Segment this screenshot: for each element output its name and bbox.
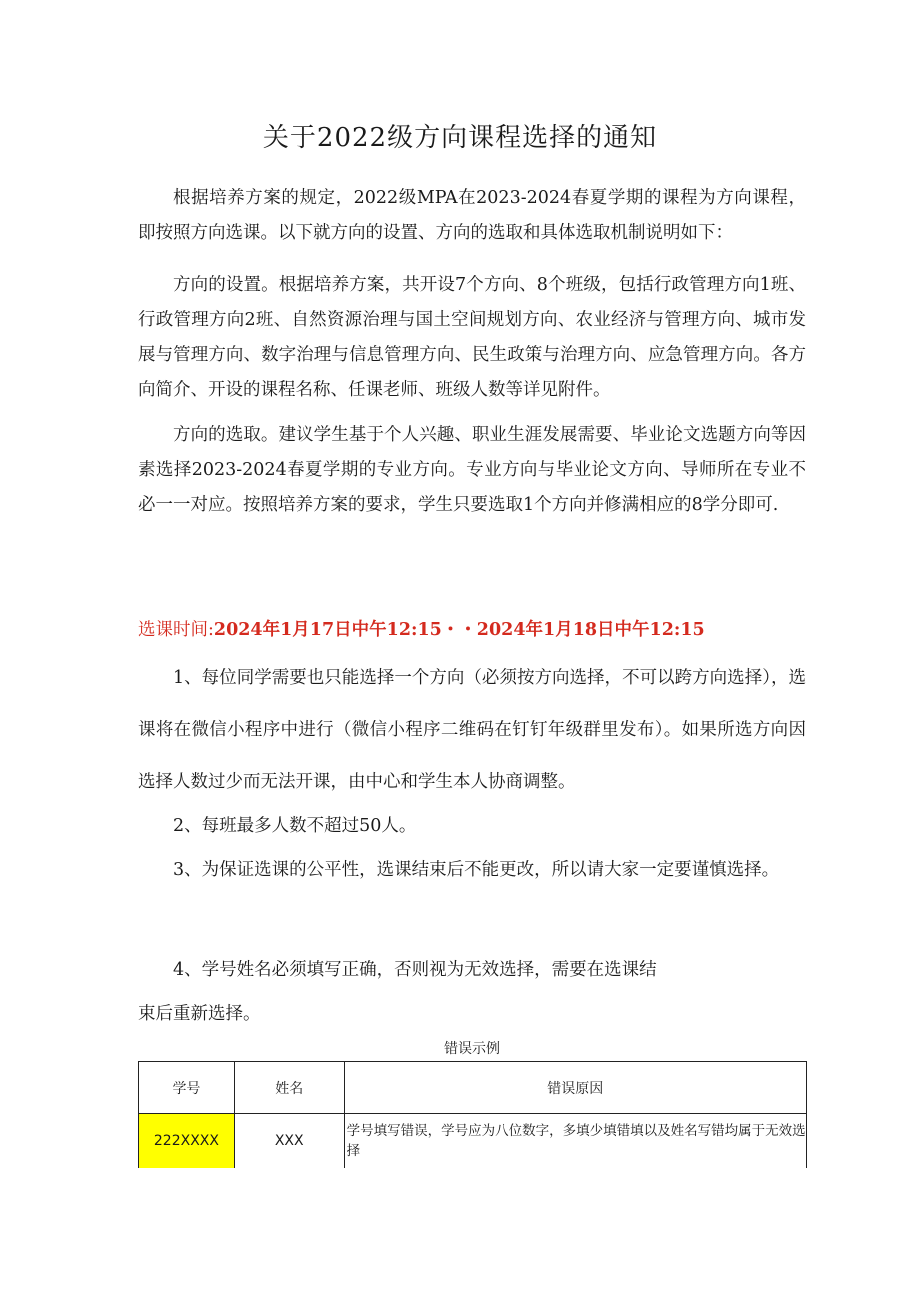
error-table-caption: 错误示例 — [444, 1041, 500, 1057]
selection-time-label: 选课时间: — [138, 620, 214, 640]
selection-time-value: 2024年1月17日中午12:15・・2024年1月18日中午12:15 — [213, 620, 705, 640]
rule-3: 3、为保证选课的公平性，选课结束后不能更改，所以请大家一定要谨慎选择。 — [173, 860, 780, 880]
selection-time — [138, 612, 806, 648]
header-reason: 错误原因 — [344, 1062, 806, 1114]
table-row — [139, 1114, 807, 1169]
rule-1: 1、每位同学需要也只能选择一个方向（必须按方向选择，不可以跨方向选择），选课将在微信小程序中进行（微信小程序二维码在钉钉年级群里发布）。如果所选方向因选择人数过少而无法开课，由中心和学生本人协商调整。 — [138, 668, 806, 792]
error-example-table — [138, 1061, 807, 1168]
cell-name: XXX — [234, 1114, 344, 1169]
direction-selection-paragraph: 方向的选取。建议学生基于个人兴趣、职业生涯发展需要、毕业论文选题方向等因素选择2023-2024春夏学期的专业方向。专业方向与毕业论文方向、导师所在专业不必一一对应。按照培养方案的要求，学生只要选取1个方向并修满相应的8学分即可. — [138, 425, 806, 515]
direction-setup-paragraph: 方向的设置。根据培养方案，共开设7个方向、8个班级，包括行政管理方向1班、行政管理方向2班、自然资源治理与国土空间规划方向、农业经济与管理方向、城市发展与管理方向、数字治理与信息管理方向、民生政策与治理方向、应急管理方向。各方向简介、开设的课程名称、任课老师、班级人数等详见附件。 — [138, 275, 806, 400]
rule-4-line-2: 束后重新选择。 — [138, 1004, 261, 1024]
header-name: 姓名 — [234, 1062, 344, 1114]
header-student-id: 学号 — [139, 1062, 235, 1114]
rule-4 — [138, 944, 806, 1032]
rule-2: 2、每班最多人数不超过50人。 — [173, 816, 417, 836]
cell-reason: 学号填写错误，学号应为八位数字，多填少填错填以及姓名写错均属于无效选择 — [344, 1114, 806, 1169]
table-header-row — [139, 1062, 807, 1114]
intro-paragraph: 根据培养方案的规定，2022级MPA在2023-2024春夏学期的课程为方向课程，即按照方向选课。以下就方向的设置、方向的选取和具体选取机制说明如下： — [138, 188, 806, 243]
rule-4-line-1: 4、学号姓名必须填写正确，否则视为无效选择，需要在选课结 — [173, 960, 657, 980]
cell-student-id: 222XXXX — [139, 1114, 235, 1169]
document-title: 关于2022级方向课程选择的通知 — [262, 123, 658, 153]
